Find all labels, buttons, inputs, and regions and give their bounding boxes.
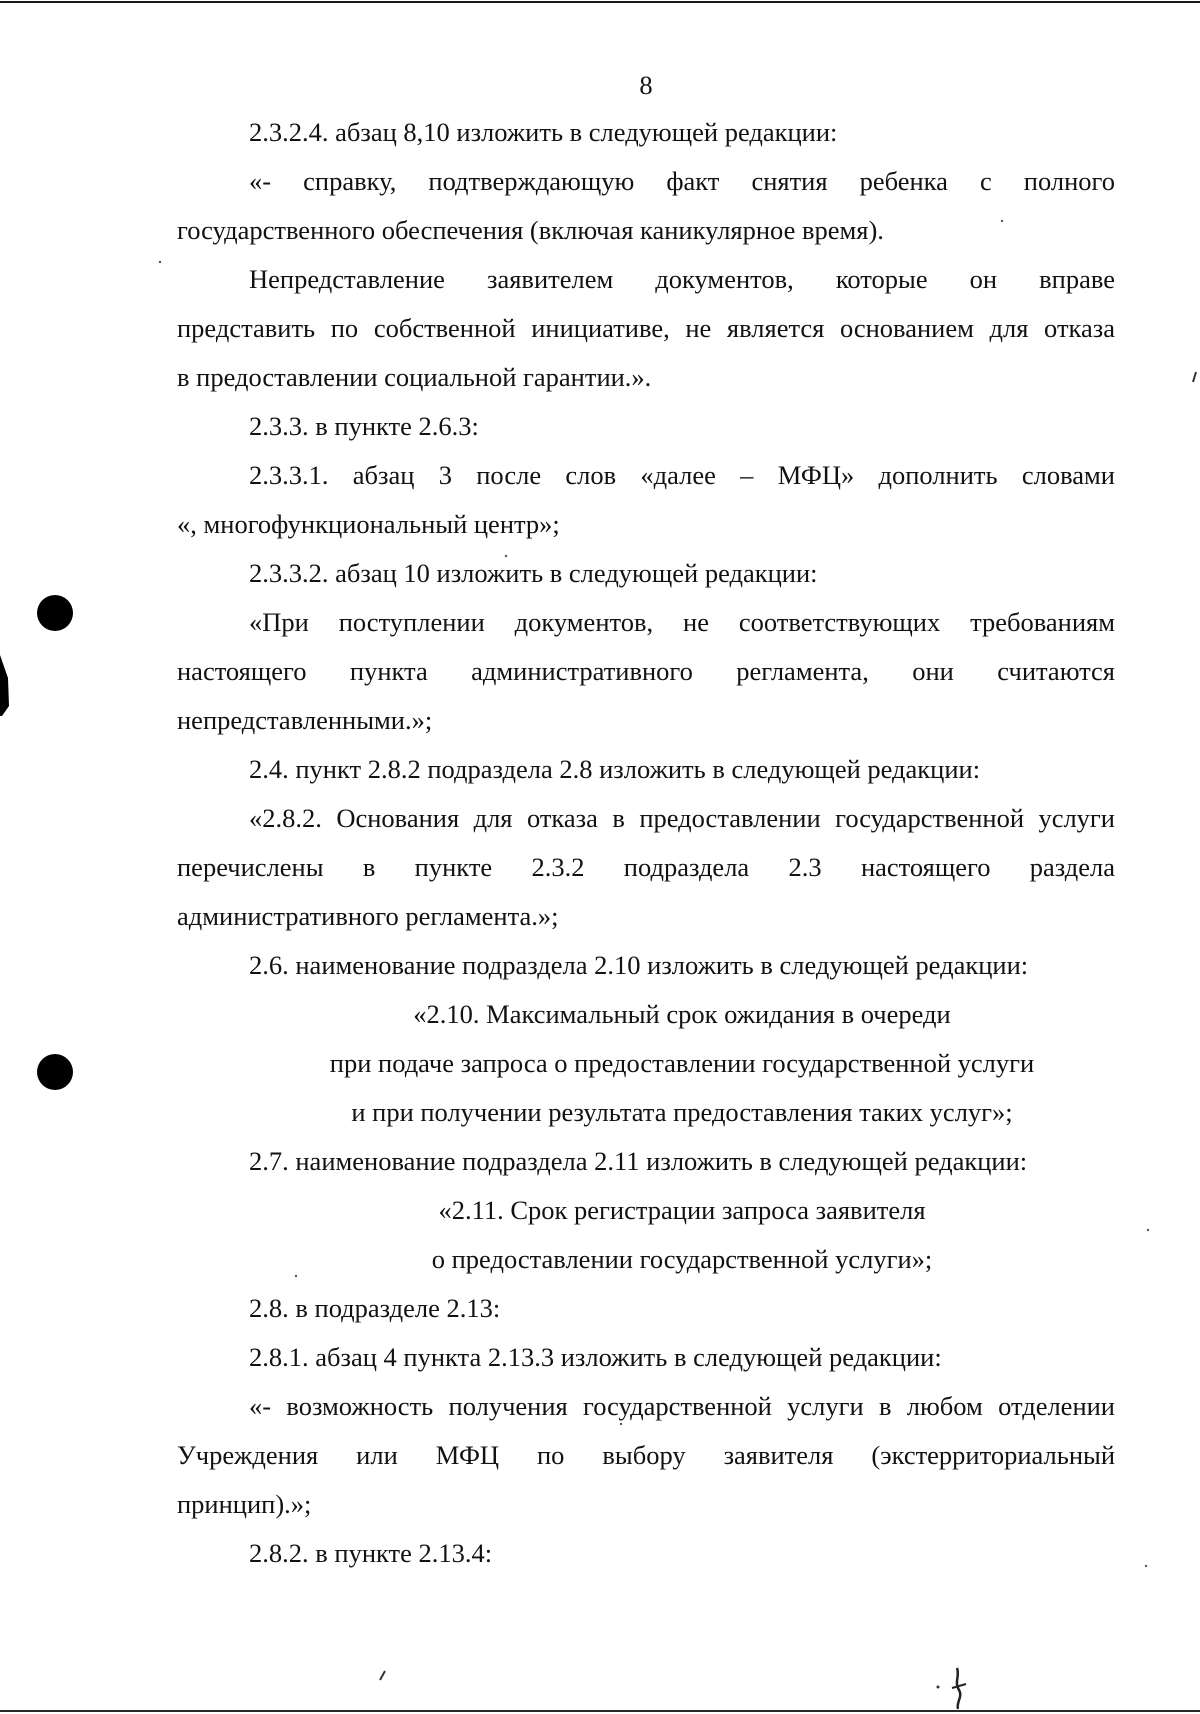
document-text-line: «2.8.2. Основания для отказа в предоставлении государственной услуги [249,803,1115,833]
document-text-line: Непредставление заявителем документов, которые он вправе [249,264,1115,294]
bottom-edge-line [0,1710,1200,1712]
document-text-line: 2.4. пункт 2.8.2 подраздела 2.8 изложить в следующей редакции: [249,754,981,784]
document-text-line: 2.3.3.1. абзац 3 после слов «далее – МФЦ» дополнить словами [249,460,1115,490]
document-text-line: непредставленными.»; [177,705,433,735]
document-text-line: 2.8.1. абзац 4 пункта 2.13.3 изложить в следующей редакции: [249,1342,942,1372]
document-text-line: 2.3.3. в пункте 2.6.3: [249,411,479,441]
scan-stroke [380,1671,385,1680]
document-text-line: «- справку, подтверждающую факт снятия ребенка с полного [249,166,1115,196]
scan-speck [937,1686,940,1689]
page-number: 8 [639,70,653,100]
centered-heading-line: и при получении результата предоставления таких услуг»; [351,1097,1013,1127]
document-text-line: административного регламента.»; [177,901,559,931]
scan-speck [620,1423,622,1425]
punch-hole-upper [37,595,73,631]
centered-heading-line: «2.10. Максимальный срок ожидания в очереди [413,999,951,1029]
scan-speck [1147,1229,1149,1231]
document-text-line: 2.7. наименование подраздела 2.11 изложить в следующей редакции: [249,1146,1028,1176]
document-text-line: 2.6. наименование подраздела 2.10 изложить в следующей редакции: [249,950,1029,980]
document-text-line: настоящего пункта административного регламента, они считаются [177,656,1115,686]
scan-speck [1145,1565,1147,1567]
bottom-right-pen-mark [957,1668,960,1709]
document-text-line: Учреждения или МФЦ по выбору заявителя (экстерриториальный [177,1440,1115,1470]
centered-heading-line: «2.11. Срок регистрации запроса заявителя [438,1195,926,1225]
document-text-line: «, многофункциональный центр»; [177,509,560,539]
document-text-line: представить по собственной инициативе, не является основанием для отказа [177,313,1115,343]
document-text-line: 2.3.2.4. абзац 8,10 изложить в следующей редакции: [249,117,838,147]
document-text-line: «- возможность получения государственной услуги в любом отделении [249,1391,1115,1421]
document-text-line: «При поступлении документов, не соответствующих требованиям [249,607,1115,637]
document-text-line: в предоставлении социальной гарантии.». [177,362,652,392]
right-edge-tick [1193,372,1196,382]
document-text-line: государственного обеспечения (включая каникулярное время). [177,215,884,245]
punch-hole-lower [37,1054,73,1090]
left-edge-mark [0,655,9,716]
document-text-line: принцип).»; [177,1489,312,1519]
centered-heading-line: о предоставлении государственной услуги»; [431,1244,933,1274]
centered-heading-line: при подаче запроса о предоставлении государственной услуги [329,1048,1035,1078]
document-text-line: 2.3.3.2. абзац 10 изложить в следующей редакции: [249,558,818,588]
scan-speck [159,261,161,263]
document-text-line: перечислены в пункте 2.3.2 подраздела 2.3 настоящего раздела [177,852,1115,882]
bottom-right-pen-cross [952,1684,966,1688]
top-edge-line [0,1,1200,3]
document-text-line: 2.8.2. в пункте 2.13.4: [249,1538,493,1568]
document-text-line: 2.8. в подразделе 2.13: [249,1293,501,1323]
scan-speck [1001,220,1003,222]
